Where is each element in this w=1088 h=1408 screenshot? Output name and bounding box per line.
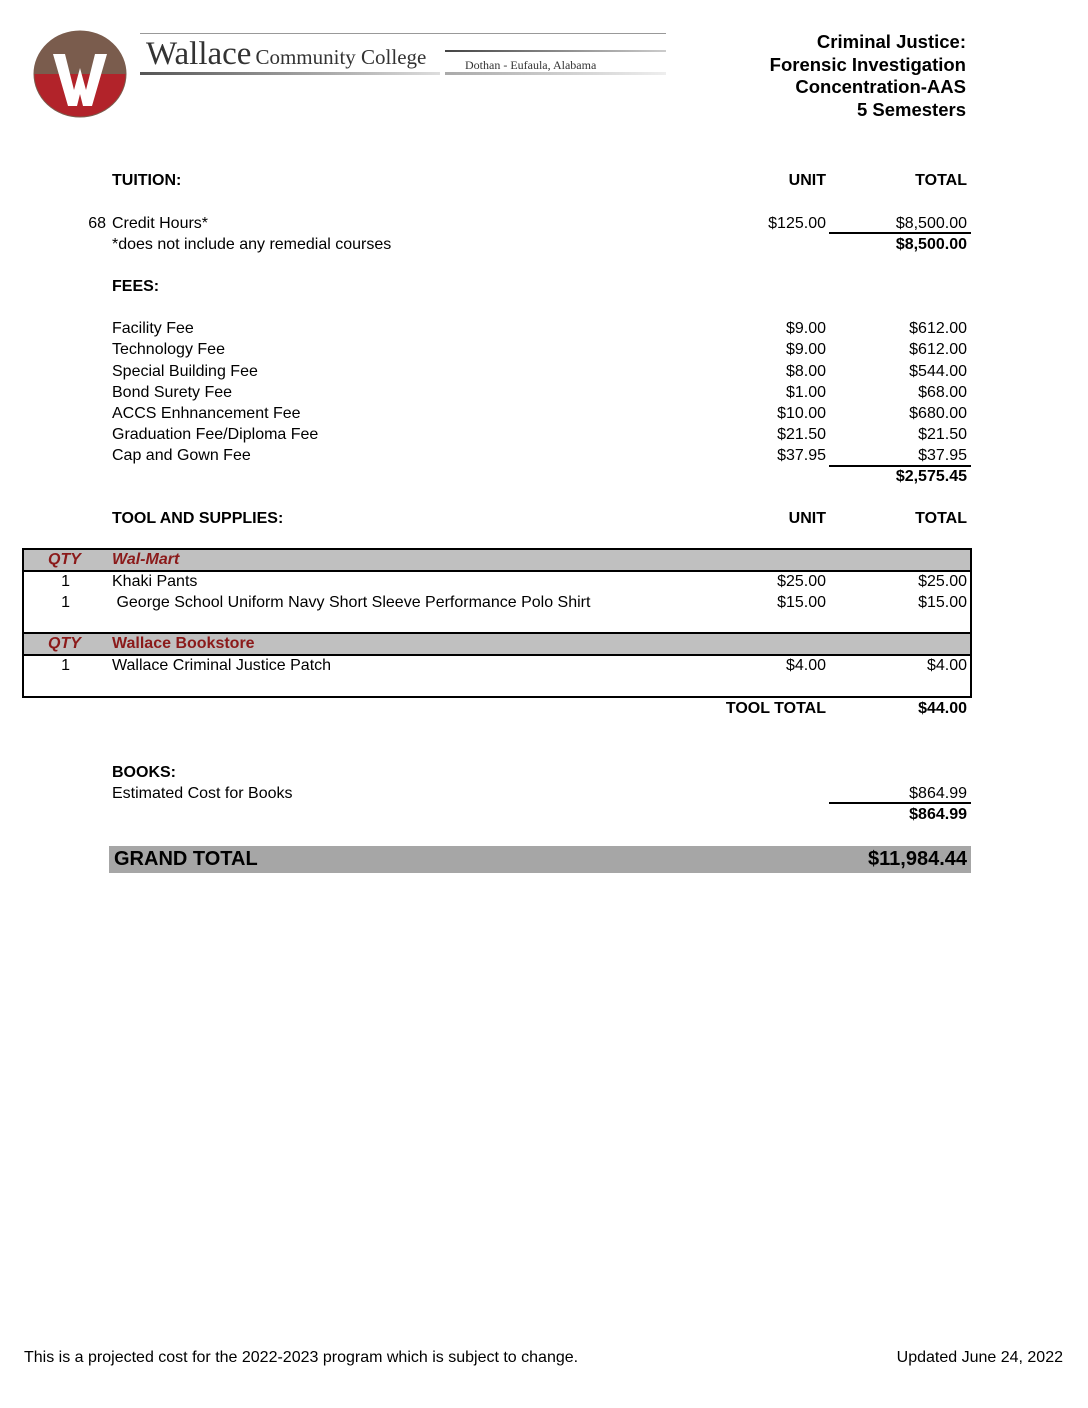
item-qty: 1 [61,594,70,611]
item-qty: 1 [61,573,70,590]
tools-heading: TOOL AND SUPPLIES: [112,510,284,527]
unit-column-header: UNIT [788,510,826,527]
fees-heading: FEES: [112,278,160,295]
program-line: Forensic Investigation [769,53,966,75]
total-column-header: TOTAL [915,172,967,189]
qty-column-header: QTY [48,635,81,652]
item-unit: $15.00 [777,594,826,611]
college-locations: Dothan - Eufaula, Alabama [465,58,597,72]
header-rule-top [140,33,666,34]
fee-label: Special Building Fee [112,363,258,380]
books-rule [829,802,971,804]
credit-hours-total: $8,500.00 [895,215,967,232]
grand-total-band [109,846,971,873]
supplies-box-bottom [22,696,972,698]
fee-unit: $10.00 [777,405,826,422]
tool-total: $44.00 [918,700,967,717]
credit-hours-qty: 68 [88,215,106,232]
program-line: 5 Semesters [856,98,966,120]
footer-note: This is a projected cost for the 2022-2023 program which is subject to change. [24,1349,579,1366]
fee-total: $544.00 [909,363,967,380]
item-label: Khaki Pants [112,573,198,590]
books-heading: BOOKS: [112,764,176,781]
fee-unit: $21.50 [777,426,826,443]
fee-label: Technology Fee [112,341,225,358]
item-label: George School Uniform Navy Short Sleeve Performance Polo Shirt [112,594,591,611]
fee-unit: $9.00 [785,341,826,358]
tuition-subtotal: $8,500.00 [895,236,967,253]
fee-label: ACCS Enhnancement Fee [112,405,301,422]
fee-total: $68.00 [918,384,967,401]
item-unit: $25.00 [777,573,826,590]
credit-hours-unit: $125.00 [768,215,826,232]
qty-column-header: QTY [48,551,81,568]
college-name [146,36,426,73]
item-qty: 1 [61,657,70,674]
store-name: Wal-Mart [112,551,180,568]
credit-hours-label: Credit Hours* [112,215,209,232]
program-line: Concentration-AAS [795,76,966,97]
program-title [770,31,966,121]
program-line: Criminal Justice: [816,31,966,52]
fee-unit: $37.95 [777,447,826,464]
fees-subtotal: $2,575.45 [895,468,967,485]
books-total: $864.99 [909,785,967,802]
books-label: Estimated Cost for Books [112,785,293,802]
fee-label: Cap and Gown Fee [112,447,251,464]
item-total: $4.00 [926,657,967,674]
unit-column-header: UNIT [788,172,826,189]
fee-label: Graduation Fee/Diploma Fee [112,426,319,443]
item-unit: $4.00 [785,657,826,674]
college-name-big: Wallace [146,36,252,72]
tuition-heading: TUITION: [112,172,182,189]
item-total: $15.00 [918,594,967,611]
fee-total: $612.00 [909,341,967,358]
item-label: Wallace Criminal Justice Patch [112,657,332,674]
header-rule-right [445,50,666,52]
store-name: Wallace Bookstore [112,635,255,652]
fee-total: $680.00 [909,405,967,422]
tuition-note: *does not include any remedial courses [112,236,392,253]
college-logo [33,30,127,118]
supplies-box-right [970,548,972,698]
fee-total: $21.50 [918,426,967,443]
total-column-header: TOTAL [915,510,967,527]
header-rule-left [140,72,440,75]
grand-total-label: GRAND TOTAL [114,848,258,870]
fee-total: $612.00 [909,320,967,337]
footer-updated: Updated June 24, 2022 [896,1349,1063,1366]
tool-total-label: TOOL TOTAL [725,700,826,717]
grand-total-value: $11,984.44 [868,848,967,870]
tuition-rule [829,232,971,234]
fee-label: Bond Surety Fee [112,384,233,401]
fee-label: Facility Fee [112,320,194,337]
college-name-small: Community College [255,45,427,69]
fee-unit: $1.00 [785,384,826,401]
fee-unit: $8.00 [785,363,826,380]
fee-total: $37.95 [918,447,967,464]
item-total: $25.00 [918,573,967,590]
books-subtotal: $864.99 [909,806,967,823]
fee-unit: $9.00 [785,320,826,337]
